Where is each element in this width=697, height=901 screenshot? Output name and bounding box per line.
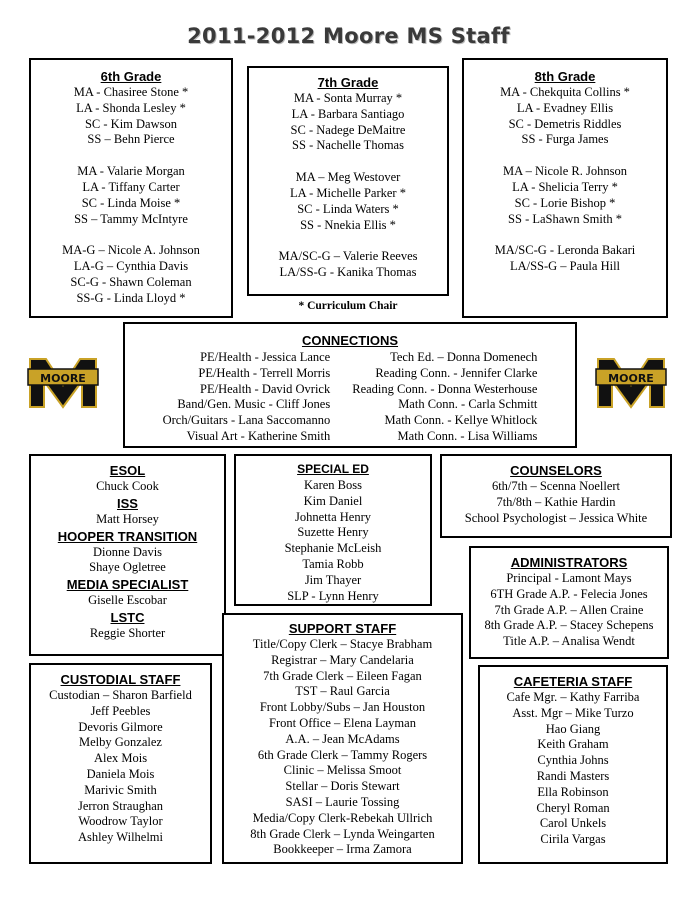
staff-entry: Cafe Mgr. – Kathy Farriba	[506, 690, 640, 704]
grade7-heading: 7th Grade	[317, 75, 379, 90]
curriculum-chair-note: * Curriculum Chair	[298, 300, 398, 312]
counselors-box	[440, 454, 672, 538]
staff-entry: PE/Health - Terrell Morris	[198, 365, 331, 380]
staff-entry: Daniela Mois	[86, 766, 155, 781]
staff-entry: Asst. Mgr – Mike Turzo	[512, 705, 634, 720]
support-staff-heading: SUPPORT STAFF	[288, 621, 397, 636]
staff-entry: SS - Furga James	[521, 132, 609, 147]
connections-heading: CONNECTIONS	[301, 333, 399, 348]
staff-entry: Math Conn. - Carla Schmitt	[398, 397, 538, 412]
misc-box	[29, 454, 226, 656]
cafeteria-heading: CAFETERIA STAFF	[513, 674, 633, 689]
staff-entry: LA/SS-G - Kanika Thomas	[279, 265, 417, 280]
misc-section-heading: HOOPER TRANSITION	[57, 528, 198, 544]
special-ed-list	[236, 478, 430, 604]
staff-entry: LA/SS-G – Paula Hill	[509, 259, 621, 274]
staff-entry: Reggie Shorter	[89, 625, 166, 640]
staff-entry: Jeff Peebles	[90, 703, 151, 718]
cafeteria-box	[478, 665, 668, 864]
staff-entry: MA - Sonta Murray *	[293, 91, 403, 105]
misc-sections	[31, 462, 224, 642]
misc-section-heading: ISS	[117, 495, 138, 511]
staff-entry: Ella Robinson	[537, 784, 609, 799]
grade8-list	[464, 85, 666, 275]
staff-entry: Matt Horsey	[96, 511, 159, 526]
counselors-heading: COUNSELORS	[510, 463, 602, 478]
staff-entry: Custodian – Sharon Barfield	[49, 688, 192, 702]
staff-entry: SS - Nnekia Ellis *	[300, 217, 396, 232]
staff-entry: Alex Mois	[93, 751, 148, 766]
staff-entry: Orch/Guitars - Lana Saccomanno	[162, 413, 331, 428]
staff-entry: 8th Grade A.P. – Stacey Schepens	[484, 618, 654, 633]
staff-entry: Stellar – Doris Stewart	[285, 779, 400, 794]
staff-entry: Reading Conn. - Jennifer Clarke	[375, 365, 538, 380]
staff-entry: SC - Kim Dawson	[84, 116, 178, 131]
page-title: 2011-2012 Moore MS Staff	[187, 24, 510, 48]
staff-entry: Karen Boss	[304, 478, 362, 492]
staff-entry: Dionne Davis	[92, 544, 163, 559]
staff-entry: PE/Health - David Ovrick	[200, 381, 331, 396]
administrators-list	[471, 571, 667, 650]
staff-entry: Title A.P. – Analisa Wendt	[503, 634, 635, 649]
staff-entry: Shaye Ogletree	[89, 560, 166, 575]
staff-entry: Front Lobby/Subs – Jan Houston	[259, 700, 426, 715]
staff-entry: Principal - Lamont Mays	[506, 571, 632, 585]
administrators-heading: ADMINISTRATORS	[510, 555, 628, 570]
counselors-list	[442, 479, 670, 526]
staff-entry: MA/SC-G – Valerie Reeves	[278, 249, 418, 264]
staff-entry: LA - Evadney Ellis	[516, 100, 614, 115]
support-staff-list	[224, 637, 461, 858]
staff-entry: 7th Grade A.P. – Allen Craine	[494, 602, 644, 617]
staff-entry: Melby Gonzalez	[79, 735, 162, 750]
staff-entry: Randi Masters	[536, 768, 610, 783]
staff-entry: LA - Shonda Lesley *	[76, 100, 186, 115]
custodial-box	[29, 663, 212, 864]
staff-entry: SLP - Lynn Henry	[287, 588, 379, 603]
connections-left	[163, 350, 331, 445]
administrators-box	[469, 546, 669, 659]
staff-entry: SASI – Laurie Tossing	[285, 794, 400, 809]
staff-entry: SC - Nadege DeMaitre	[290, 122, 406, 137]
logo-text-left: MOORE	[40, 372, 86, 385]
staff-entry: LA - Barbara Santiago	[291, 106, 405, 121]
staff-entry: LA - Michelle Parker *	[290, 185, 406, 200]
staff-entry: Giselle Escobar	[88, 593, 167, 608]
staff-entry: SS – Tammy McIntyre	[74, 211, 188, 226]
staff-entry: SC - Linda Waters *	[297, 201, 399, 216]
staff-entry: MA/SC-G - Leronda Bakari	[494, 243, 636, 258]
special-ed-heading: SPECIAL ED	[297, 462, 369, 476]
staff-entry: 6th Grade Clerk – Tammy Rogers	[257, 747, 428, 762]
staff-entry: Cirila Vargas	[540, 832, 606, 847]
staff-entry: Registrar – Mary Candelaria	[271, 652, 414, 667]
grade6-heading: 6th Grade	[100, 69, 162, 84]
staff-entry: SC-G - Shawn Coleman	[70, 274, 192, 289]
staff-entry: Cynthia Johns	[537, 753, 609, 768]
staff-entry: School Psychologist – Jessica White	[464, 510, 648, 525]
misc-section-heading: MEDIA SPECIALIST	[66, 577, 189, 593]
misc-section-heading: LSTC	[110, 609, 145, 625]
staff-entry: PE/Health - Jessica Lance	[200, 350, 331, 364]
staff-entry: SC - Demetris Riddles	[508, 116, 622, 131]
staff-entry: MA – Nicole R. Johnson	[503, 164, 627, 179]
staff-entry: Tech Ed. – Donna Domenech	[390, 350, 538, 364]
staff-entry: LA-G – Cynthia Davis	[73, 259, 189, 274]
staff-entry: Jim Thayer	[304, 572, 362, 587]
staff-entry: Carol Unkels	[539, 816, 607, 831]
staff-entry: Front Office – Elena Layman	[269, 715, 416, 730]
logo-text-right: MOORE	[608, 372, 654, 385]
staff-entry: Title/Copy Clerk – Stacye Brabham	[252, 637, 433, 651]
staff-entry: 6TH Grade A.P. - Felecia Jones	[490, 586, 648, 601]
staff-entry: Math Conn. - Lisa Williams	[397, 428, 538, 443]
staff-entry: Devoris Gilmore	[78, 719, 163, 734]
staff-entry: LA - Shelicia Terry *	[512, 179, 618, 194]
staff-entry: Keith Graham	[537, 737, 609, 752]
staff-entry: Woodrow Taylor	[78, 814, 163, 829]
staff-entry: Johnetta Henry	[294, 509, 372, 524]
staff-entry: MA - Chasiree Stone *	[73, 85, 189, 99]
staff-entry: Cheryl Roman	[536, 800, 610, 815]
grade8-box	[462, 58, 668, 318]
moore-logo-left	[26, 345, 100, 419]
staff-entry: Chuck Cook	[96, 479, 159, 493]
custodial-list	[31, 688, 210, 846]
staff-entry: Bookkeeper – Irma Zamora	[273, 842, 412, 857]
special-ed-box	[234, 454, 432, 606]
staff-entry: Visual Art - Katherine Smith	[186, 428, 331, 443]
staff-entry: Suzette Henry	[297, 525, 369, 540]
staff-entry: Band/Gen. Music - Cliff Jones	[177, 397, 331, 412]
staff-entry: 8th Grade Clerk – Lynda Weingarten	[250, 826, 435, 841]
staff-entry: Math Conn. - Kellye Whitlock	[384, 413, 538, 428]
staff-entry: Reading Conn. - Donna Westerhouse	[352, 381, 538, 396]
support-staff-box	[222, 613, 463, 864]
staff-entry: Kim Daniel	[303, 493, 363, 508]
staff-entry: Marivic Smith	[84, 782, 157, 797]
staff-entry: Clinic – Melissa Smoot	[283, 763, 402, 778]
staff-entry: Ashley Wilhelmi	[77, 830, 164, 845]
staff-entry: 7th Grade Clerk – Eileen Fagan	[263, 668, 422, 683]
staff-entry: SS-G - Linda Lloyd *	[76, 290, 186, 305]
staff-entry: SS – Behn Pierce	[87, 132, 175, 147]
moore-logo-right	[594, 345, 668, 419]
custodial-heading: CUSTODIAL STAFF	[60, 672, 181, 687]
misc-section-heading: ESOL	[109, 463, 146, 478]
grade7-list	[249, 91, 447, 281]
staff-entry: MA - Valarie Morgan	[77, 164, 185, 179]
staff-entry: SC - Lorie Bishop *	[514, 195, 616, 210]
grade6-list	[31, 85, 231, 307]
grade7-box	[247, 66, 449, 296]
cafeteria-list	[480, 690, 666, 848]
staff-entry: SS - LaShawn Smith *	[508, 211, 622, 226]
connections-box	[123, 322, 577, 448]
staff-entry: MA – Meg Westover	[295, 170, 401, 185]
staff-entry: Stephanie McLeish	[284, 541, 382, 556]
staff-entry: MA - Chekquita Collins *	[500, 85, 630, 99]
grade6-box	[29, 58, 233, 318]
staff-entry: Hao Giang	[545, 721, 601, 736]
staff-entry: 6th/7th – Scenna Noellert	[491, 479, 621, 493]
connections-right	[352, 350, 537, 445]
staff-entry: SS - Nachelle Thomas	[292, 138, 404, 153]
staff-entry: Jerron Straughan	[77, 798, 164, 813]
staff-entry: LA - Tiffany Carter	[82, 179, 180, 194]
staff-entry: 7th/8th – Kathie Hardin	[496, 494, 616, 509]
staff-entry: MA-G – Nicole A. Johnson	[62, 243, 200, 258]
staff-entry: Tamia Robb	[302, 556, 364, 571]
staff-entry: A.A. – Jean McAdams	[285, 731, 400, 746]
staff-entry: TST – Raul Garcia	[295, 684, 390, 699]
grade8-heading: 8th Grade	[534, 69, 596, 84]
staff-entry: Media/Copy Clerk-Rebekah Ullrich	[252, 810, 433, 825]
staff-entry: SC - Linda Moise *	[81, 195, 181, 210]
